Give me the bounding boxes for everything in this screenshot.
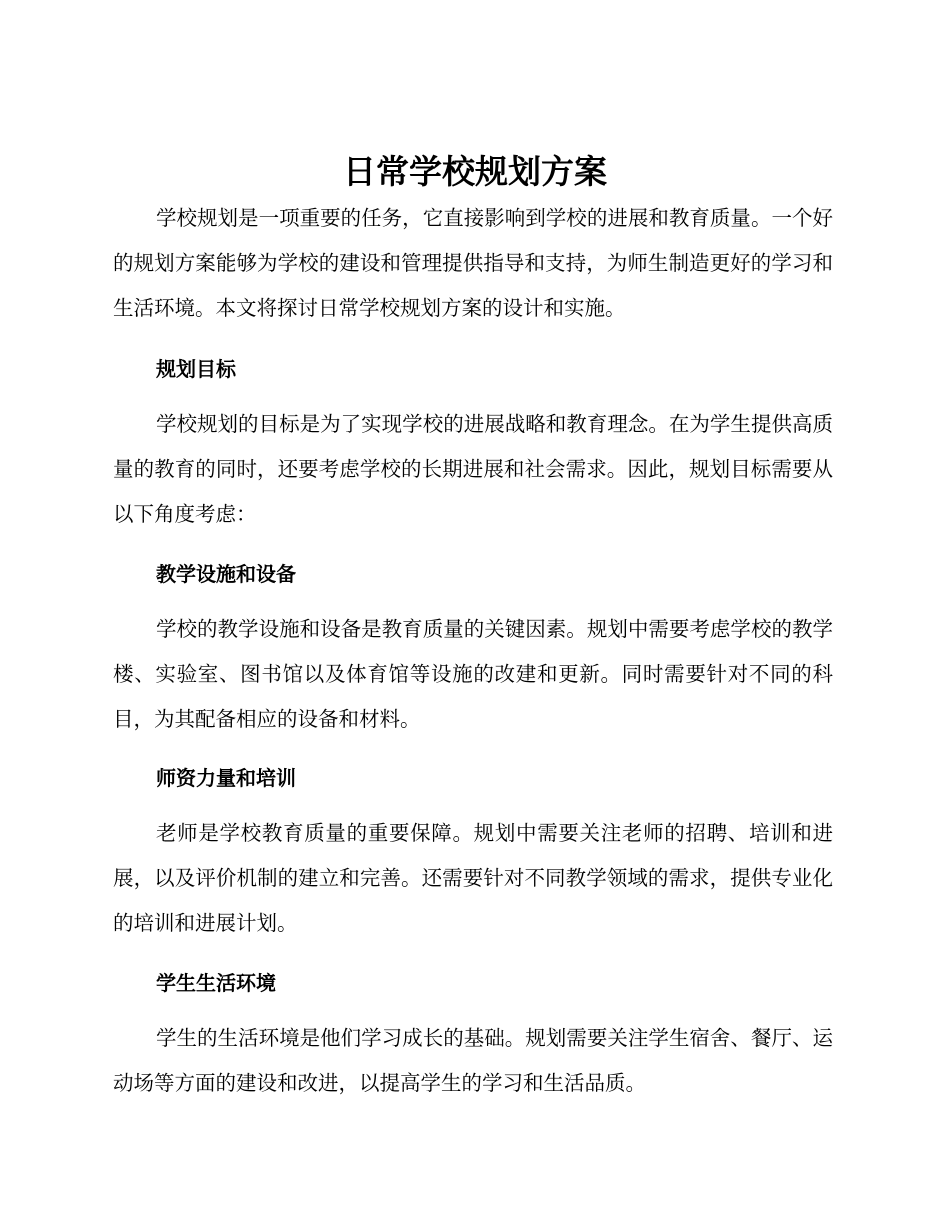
section-body-facilities: 学校的教学设施和设备是教育质量的关键因素。规划中需要考虑学校的教学楼、实验室、图书馆以及体育馆等设施的改建和更新。同时需要针对不同的科目，为其配备相应的设备和材料。 [113,617,833,731]
document-title: 日常学校规划方案 [343,152,607,191]
section-body-goals: 学校规划的目标是为了实现学校的进展战略和教育理念。在为学生提供高质量的教育的同时，还要考虑学校的长期进展和社会需求。因此，规划目标需要从以下角度考虑： [113,412,833,526]
section-heading-goals: 规划目标 [156,357,236,381]
section-heading-teachers: 师资力量和培训 [156,766,296,790]
intro-paragraph: 学校规划是一项重要的任务，它直接影响到学校的进展和教育质量。一个好的规划方案能够为学校的建设和管理提供指导和支持，为师生制造更好的学习和生活环境。本文将探讨日常学校规划方案的设计和实施。 [113,206,833,320]
section-heading-student-life: 学生生活环境 [156,971,276,995]
section-body-teachers: 老师是学校教育质量的重要保障。规划中需要关注老师的招聘、培训和进展，以及评价机制的建立和完善。还需要针对不同教学领域的需求，提供专业化的培训和进展计划。 [113,821,833,935]
section-body-student-life: 学生的生活环境是他们学习成长的基础。规划需要关注学生宿舍、餐厅、运动场等方面的建设和改进，以提高学生的学习和生活品质。 [113,1026,833,1095]
section-heading-facilities: 教学设施和设备 [156,562,296,586]
